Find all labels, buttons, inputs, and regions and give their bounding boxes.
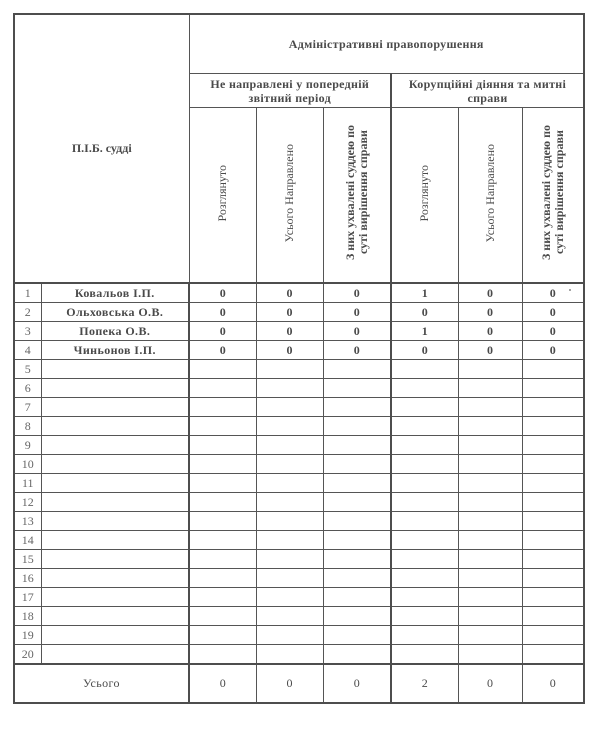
value-cell (391, 417, 458, 436)
value-cell (391, 645, 458, 665)
value-cell (323, 550, 391, 569)
value-cell: 0 (323, 303, 391, 322)
value-cell (522, 493, 584, 512)
total-value: 0 (323, 664, 391, 703)
column-header (391, 108, 458, 284)
value-cell (522, 588, 584, 607)
value-cell (256, 360, 323, 379)
value-cell (323, 531, 391, 550)
value-cell (522, 626, 584, 645)
value-cell: 0 (189, 322, 256, 341)
judge-name (41, 398, 189, 417)
table-row (14, 360, 584, 379)
value-cell (256, 607, 323, 626)
table-row (14, 436, 584, 455)
court-statistics-table (13, 13, 585, 704)
table-row (14, 322, 584, 341)
row-number: 1 (14, 283, 41, 303)
value-cell: 0 (522, 303, 584, 322)
value-cell (256, 398, 323, 417)
row-number: 16 (14, 569, 41, 588)
value-cell (323, 455, 391, 474)
total-value: 0 (256, 664, 323, 703)
value-cell (458, 398, 522, 417)
value-cell (458, 607, 522, 626)
value-cell (391, 436, 458, 455)
row-number: 18 (14, 607, 41, 626)
value-cell: 0 (189, 341, 256, 360)
row-number: 4 (14, 341, 41, 360)
judge-name: Попека О.В. (41, 322, 189, 341)
value-cell: 0 (323, 322, 391, 341)
value-cell (522, 379, 584, 398)
value-cell (189, 474, 256, 493)
value-cell: 0 (391, 341, 458, 360)
row-number: 13 (14, 512, 41, 531)
value-cell: 0 (323, 341, 391, 360)
table-row (14, 569, 584, 588)
column-header-label: Усього Направлено (482, 143, 497, 243)
value-cell (256, 645, 323, 665)
judge-name (41, 588, 189, 607)
table-row (14, 588, 584, 607)
value-cell: 0 (323, 283, 391, 303)
judge-name (41, 360, 189, 379)
total-row (14, 664, 584, 703)
total-label: Усього (14, 664, 189, 703)
value-cell (391, 360, 458, 379)
value-cell: 0 (458, 283, 522, 303)
judge-name (41, 531, 189, 550)
table-row (14, 398, 584, 417)
value-cell (458, 626, 522, 645)
value-cell (391, 512, 458, 531)
value-cell (522, 645, 584, 665)
value-cell (458, 436, 522, 455)
judge-name: Ольховська О.В. (41, 303, 189, 322)
value-cell (391, 569, 458, 588)
value-cell (189, 493, 256, 512)
value-cell (189, 626, 256, 645)
value-cell: 0 (256, 283, 323, 303)
value-cell (323, 607, 391, 626)
value-cell (323, 360, 391, 379)
table-row (14, 607, 584, 626)
value-cell (189, 550, 256, 569)
column-header (189, 108, 256, 284)
value-cell (458, 569, 522, 588)
value-cell: 0 (391, 303, 458, 322)
row-number: 5 (14, 360, 41, 379)
judge-name (41, 569, 189, 588)
judge-name (41, 379, 189, 398)
judge-name: Ковальов І.П. (41, 283, 189, 303)
row-number: 14 (14, 531, 41, 550)
value-cell (189, 379, 256, 398)
value-cell (189, 512, 256, 531)
value-cell (522, 455, 584, 474)
value-cell: 0 (256, 341, 323, 360)
row-number: 2 (14, 303, 41, 322)
table-row (14, 341, 584, 360)
value-cell (256, 588, 323, 607)
row-number: 3 (14, 322, 41, 341)
value-cell (458, 493, 522, 512)
table-row (14, 550, 584, 569)
value-cell (323, 588, 391, 607)
value-cell (323, 398, 391, 417)
value-cell (256, 550, 323, 569)
row-number: 9 (14, 436, 41, 455)
row-number: 20 (14, 645, 41, 665)
table-row (14, 493, 584, 512)
value-cell (458, 512, 522, 531)
value-cell: 0 (522, 322, 584, 341)
value-cell (391, 531, 458, 550)
value-cell (189, 569, 256, 588)
column-header (522, 108, 584, 284)
value-cell (458, 531, 522, 550)
value-cell (189, 645, 256, 665)
judge-name (41, 436, 189, 455)
value-cell (522, 417, 584, 436)
value-cell (522, 531, 584, 550)
table-row (14, 379, 584, 398)
value-cell (458, 417, 522, 436)
admin-offenses-header: Адміністративні правопорушення (189, 14, 584, 74)
value-cell (458, 550, 522, 569)
judge-name (41, 607, 189, 626)
value-cell (256, 436, 323, 455)
value-cell: 0 (522, 341, 584, 360)
value-cell: 0 (189, 283, 256, 303)
value-cell (323, 626, 391, 645)
total-value: 0 (522, 664, 584, 703)
judge-name (41, 417, 189, 436)
value-cell: 1 (391, 322, 458, 341)
column-header-label: Розглянуто (417, 164, 432, 222)
value-cell: 1 (391, 283, 458, 303)
value-cell (458, 455, 522, 474)
value-cell (189, 607, 256, 626)
value-cell (256, 569, 323, 588)
value-cell (256, 474, 323, 493)
value-cell (323, 436, 391, 455)
value-cell (189, 360, 256, 379)
value-cell (522, 436, 584, 455)
column-header-label: Усього Направлено (282, 143, 296, 243)
row-number: 6 (14, 379, 41, 398)
row-number: 15 (14, 550, 41, 569)
table-row (14, 474, 584, 493)
value-cell (189, 588, 256, 607)
value-cell (189, 398, 256, 417)
value-cell (522, 474, 584, 493)
value-cell (256, 493, 323, 512)
value-cell (189, 417, 256, 436)
value-cell (256, 379, 323, 398)
table-row (14, 626, 584, 645)
row-number: 10 (14, 455, 41, 474)
value-cell (522, 512, 584, 531)
group-header-corruption: Корупційні діяння та митні справи (391, 74, 584, 108)
value-cell (458, 588, 522, 607)
value-cell (522, 398, 584, 417)
column-header (256, 108, 323, 284)
value-cell (256, 512, 323, 531)
total-value: 0 (458, 664, 522, 703)
value-cell (323, 512, 391, 531)
column-header (323, 108, 391, 284)
column-header (458, 108, 522, 284)
scan-artifact (569, 289, 571, 291)
value-cell (458, 645, 522, 665)
value-cell (522, 569, 584, 588)
value-cell (391, 455, 458, 474)
row-number: 19 (14, 626, 41, 645)
judge-name (41, 512, 189, 531)
group-header-not-sent: Не направлені у попередній звітний період (189, 74, 391, 108)
value-cell (391, 398, 458, 417)
judge-name (41, 493, 189, 512)
value-cell (323, 645, 391, 665)
value-cell (391, 607, 458, 626)
judge-name (41, 455, 189, 474)
table-row (14, 303, 584, 322)
judge-name: Чиньонов І.П. (41, 341, 189, 360)
judge-name (41, 474, 189, 493)
value-cell (256, 455, 323, 474)
value-cell (391, 550, 458, 569)
judge-name (41, 550, 189, 569)
value-cell (323, 474, 391, 493)
value-cell (458, 360, 522, 379)
judge-name (41, 645, 189, 665)
table-row (14, 455, 584, 474)
row-number: 8 (14, 417, 41, 436)
value-cell: 0 (458, 303, 522, 322)
table-row (14, 512, 584, 531)
value-cell (256, 417, 323, 436)
value-cell (391, 626, 458, 645)
value-cell (323, 493, 391, 512)
value-cell (391, 588, 458, 607)
value-cell (323, 379, 391, 398)
value-cell: 0 (458, 322, 522, 341)
total-value: 2 (391, 664, 458, 703)
value-cell (458, 474, 522, 493)
value-cell: 0 (256, 322, 323, 341)
value-cell (189, 436, 256, 455)
table-row (14, 531, 584, 550)
row-number: 12 (14, 493, 41, 512)
value-cell (522, 607, 584, 626)
row-number: 11 (14, 474, 41, 493)
value-cell: 0 (189, 303, 256, 322)
value-cell (522, 550, 584, 569)
value-cell (391, 379, 458, 398)
value-cell (189, 531, 256, 550)
column-header-label: Розглянуто (215, 164, 229, 222)
column-header-label: З них ухвалені суддею по суті вирішення справи (342, 125, 370, 261)
table-row (14, 283, 584, 303)
value-cell (256, 531, 323, 550)
value-cell (189, 455, 256, 474)
value-cell: 0 (458, 341, 522, 360)
table-row (14, 417, 584, 436)
value-cell: 0 (522, 283, 584, 303)
value-cell (323, 417, 391, 436)
value-cell (391, 474, 458, 493)
judge-name (41, 626, 189, 645)
table-row (14, 645, 584, 665)
value-cell (522, 360, 584, 379)
value-cell (323, 569, 391, 588)
value-cell: 0 (256, 303, 323, 322)
row-number: 17 (14, 588, 41, 607)
judge-name-header: П.І.Б. судді (14, 14, 189, 283)
value-cell (256, 626, 323, 645)
column-header-label: З них ухвалені суддею по суті вирішення справи (538, 125, 566, 261)
value-cell (391, 493, 458, 512)
value-cell (458, 379, 522, 398)
total-value: 0 (189, 664, 256, 703)
row-number: 7 (14, 398, 41, 417)
